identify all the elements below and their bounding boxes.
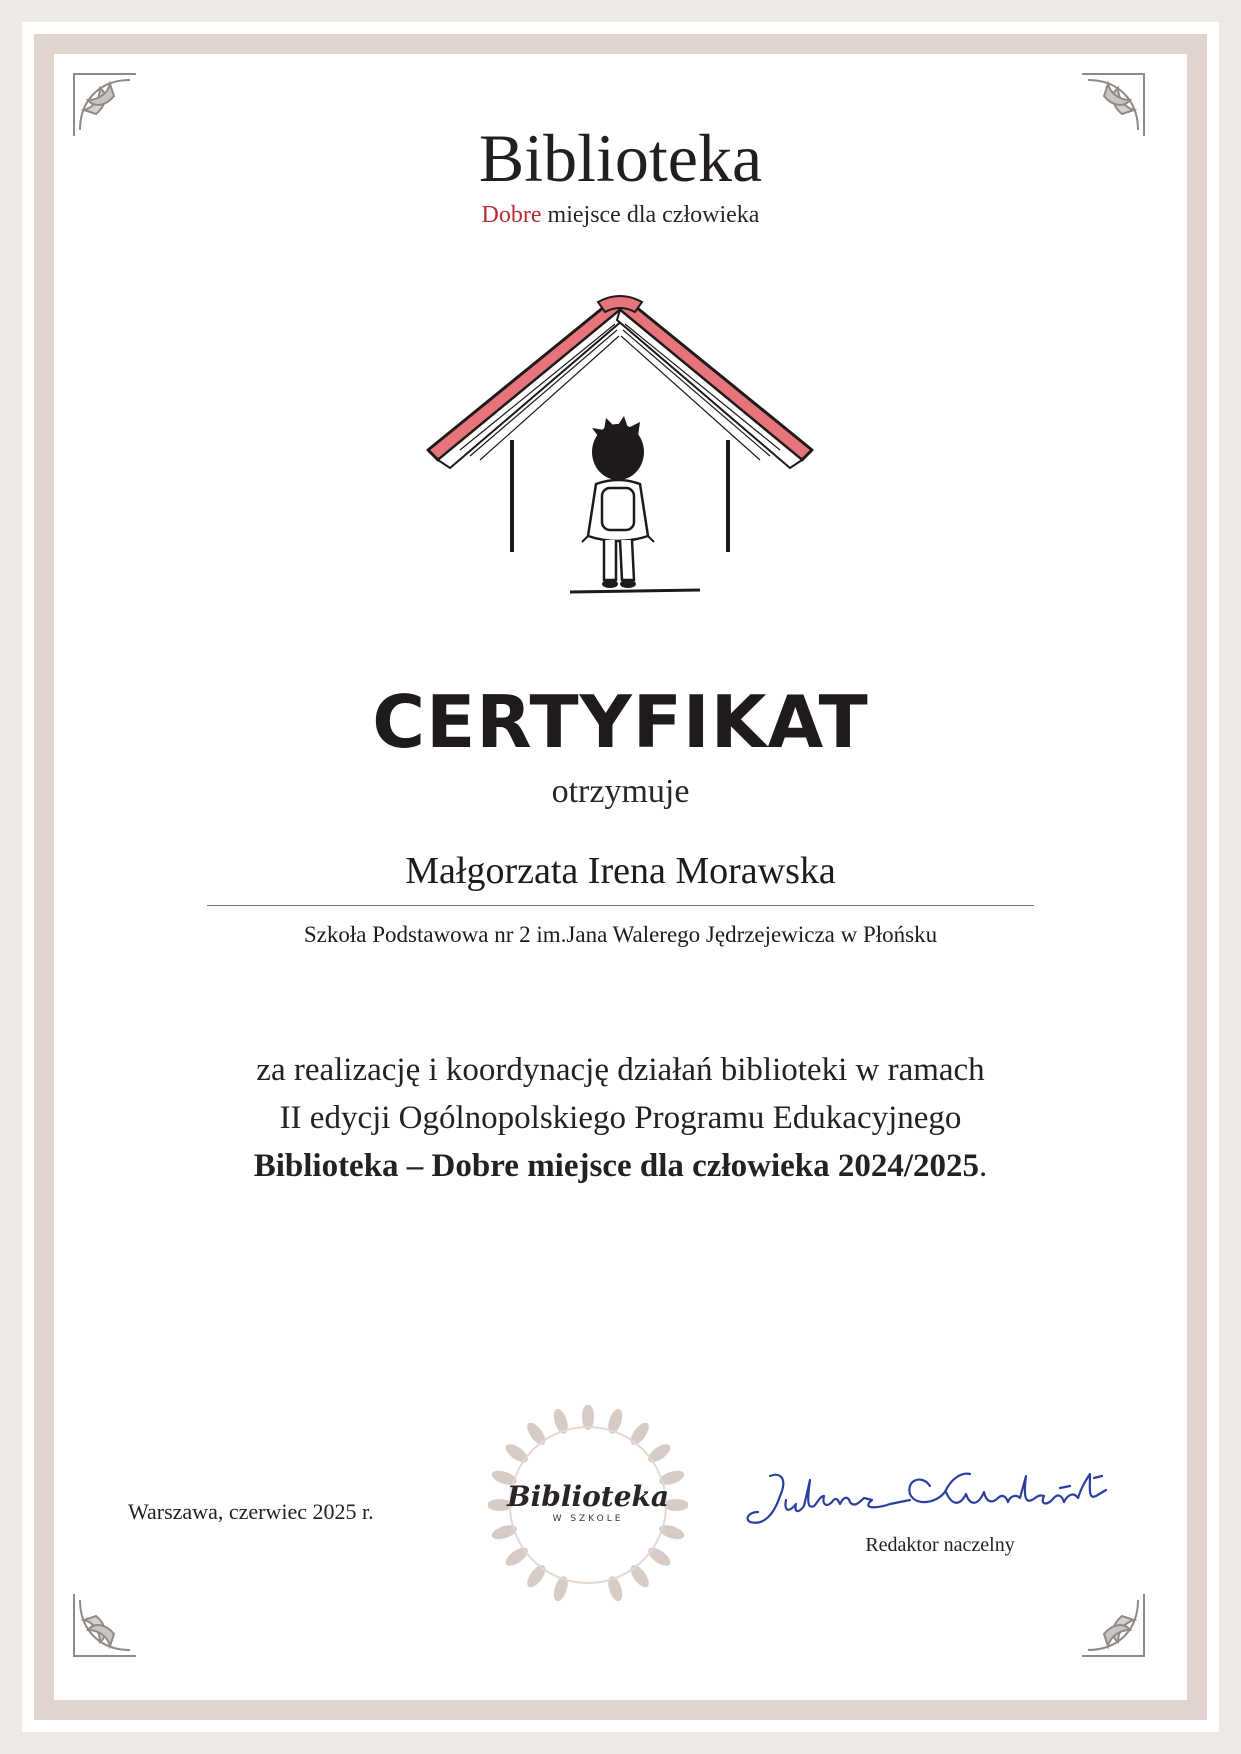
book-house-logo-icon [420,290,820,610]
award-reason [0,1046,1241,1190]
brand-subtitle-accent: Dobre [481,202,542,228]
program-name: Biblioteka – Dobre miejsce dla człowieka 2024/2025 [253,1148,980,1184]
name-underline [207,905,1034,906]
brand-subtitle-rest: miejsce dla człowieka [541,202,760,228]
seal-subtitle: W SZKOLE [552,1514,624,1524]
recipient-name: Małgorzata Irena Morawska [405,850,836,892]
reason-line-2: II edycji Ogólnopolskiego Programu Edukacyjnego [279,1100,962,1136]
school-name: Szkoła Podstawowa nr 2 im.Jana Walerego Jędrzejewicza w Płońsku [303,922,938,947]
certificate-title: CERTYFIKAT [372,680,869,764]
place-and-date: Warszawa, czerwiec 2025 r. [128,1499,374,1524]
reason-line-3 [0,1142,1241,1190]
certificate-receives: otrzymuje [551,773,690,810]
seal-title: Biblioteka [506,1480,670,1513]
reason-period: . [979,1148,988,1184]
signature-image [740,1466,1120,1536]
brand-title: Biblioteka [478,120,763,196]
reason-line-1: za realizację i koordynację działań biblioteki w ramach [256,1052,985,1088]
brand-subtitle [0,200,1241,230]
corner-ornament-icon [70,1590,140,1660]
signer-role: Redaktor naczelny [865,1534,1015,1556]
corner-ornament-icon [1078,1590,1148,1660]
